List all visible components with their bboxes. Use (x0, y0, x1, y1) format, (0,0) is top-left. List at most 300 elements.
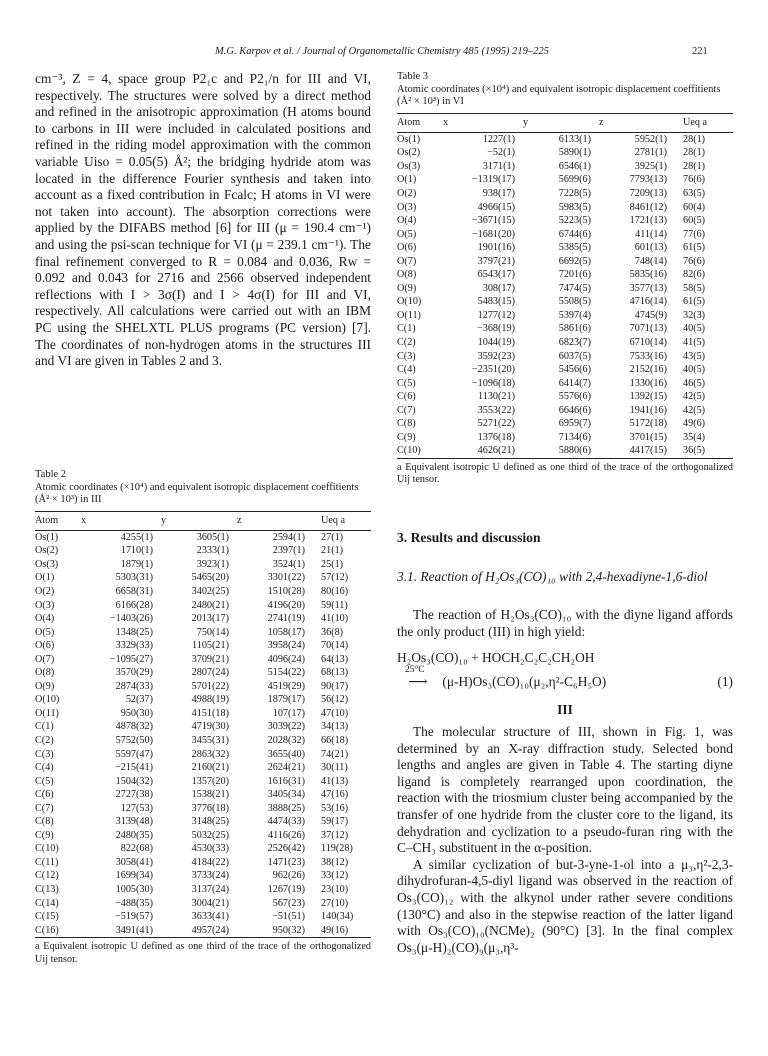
cell-ueq: 28(1) (683, 147, 706, 159)
table3-header-atom: Atom (397, 113, 443, 132)
table2-header-ueq: Ueq a (315, 511, 371, 530)
cell-y: 5385(5) (558, 242, 591, 254)
cell-atom: C(7) (397, 404, 416, 416)
cell-y: 5576(6) (558, 391, 591, 403)
cell-atom: C(2) (397, 336, 416, 348)
cell-y: 4151(18) (191, 707, 229, 719)
table-row (397, 214, 733, 228)
cell-y: 2480(21) (191, 599, 229, 611)
cell-z: 4519(29) (267, 680, 305, 692)
table-row (35, 842, 371, 856)
table-row (35, 666, 371, 680)
results-paragraphs (397, 724, 733, 956)
cell-ueq: 49(6) (683, 418, 706, 430)
cell-atom: O(9) (397, 282, 417, 294)
cell-y: 1105(21) (192, 640, 229, 652)
table-row (397, 444, 733, 458)
cell-z: 2397(1) (272, 545, 305, 557)
equation-rhs-line (397, 665, 733, 690)
cell-z: 1941(16) (629, 404, 667, 416)
cell-z: 748(14) (634, 255, 667, 267)
cell-z: 1616(31) (267, 775, 305, 787)
results-paragraph-2-text: The molecular structure of III, shown in Fig. 1, was determined by an X-ray diffraction study. Selected bond lengths and angles are given in Table 4. The starting diyne ligand is completely rearranged upon coordination, the reaction with the triosmium cluster being accompanied by the transfer of one hydride from the cluster core to the ligand, its dehydration and cyclization to a pseudo-furan ring with the C–CH₃ substituent in the α-position. (397, 724, 733, 856)
cell-x: 3058(41) (115, 856, 153, 868)
cell-ueq: 27(10) (321, 897, 349, 909)
cell-x: 4255(1) (120, 531, 153, 543)
equation-rhs: (μ-H)Os₃(CO)₁₀(μ₂,η²-C₆H₅O) (442, 674, 607, 689)
cell-x: 1005(30) (115, 883, 153, 895)
cell-z: 7533(16) (629, 350, 667, 362)
subsection-heading: 3.1. Reaction of H₂Os₃(CO)₁₀ with 2,4-hexadiyne-1,6-diol (397, 569, 708, 584)
results-paragraph-3-text: A similar cyclization of but-3-yne-1-ol into a μ₃,η²-2,3-dihydrofuran-4,5-diyl ligand was observed in the reaction of Os₃(CO)₁₂ with the alkynol under rather severe conditions (130°C) and also in the stepwise reaction of the latter ligand with Os₃(CO)₁₀(NCMe)₂ (90°C) [3]. In the final complex Os₃(μ-H)₂(CO)₉(μ₃,η³- (397, 856, 733, 955)
cell-y: 5223(5) (558, 215, 591, 227)
table-row (397, 295, 733, 309)
cell-atom: O(11) (397, 309, 421, 321)
table-row (35, 693, 371, 707)
cell-y: 3148(25) (191, 816, 229, 828)
cell-z: 2624(21) (267, 762, 305, 774)
cell-atom: Os(1) (35, 531, 59, 543)
cell-ueq: 34(13) (321, 721, 349, 733)
cell-x: 950(30) (120, 707, 153, 719)
table-row (35, 829, 371, 843)
cell-z: 950(32) (237, 923, 315, 937)
cell-x: 5597(47) (115, 748, 153, 760)
cell-atom: C(14) (35, 897, 59, 909)
table-row (397, 390, 733, 404)
cell-atom: Os(3) (35, 558, 59, 570)
table-3-title: Table 3 (397, 71, 429, 82)
cell-atom: C(13) (35, 883, 59, 895)
cell-x: 1130(21) (478, 391, 515, 403)
cell-z: 4096(24) (267, 653, 305, 665)
cell-atom: O(5) (397, 228, 417, 240)
journal-citation: M.G. Karpov et al. / Journal of Organometallic Chemistry 485 (1995) 219–225 (215, 46, 549, 57)
table-2 (35, 469, 371, 966)
table-row (35, 680, 371, 694)
cell-atom: C(4) (35, 762, 54, 774)
cell-atom: C(3) (35, 748, 54, 760)
table-row (35, 707, 371, 721)
cell-z: 601(13) (634, 242, 667, 254)
cell-z: 3958(24) (267, 640, 305, 652)
cell-x: 1277(12) (477, 309, 515, 321)
cell-z: 1058(17) (267, 626, 305, 638)
cell-y: 3004(21) (191, 897, 229, 909)
cell-atom: C(16) (35, 923, 81, 937)
cell-x: −1403(26) (109, 613, 153, 625)
table-3-grid (397, 113, 733, 459)
cell-z: 411(14) (635, 228, 667, 240)
cell-z: 3577(13) (629, 282, 667, 294)
cell-z: 3405(34) (267, 789, 305, 801)
cell-ueq: 42(5) (683, 391, 706, 403)
cell-y: 3402(25) (191, 585, 229, 597)
cell-y: 3633(41) (191, 911, 229, 923)
cell-atom: C(9) (397, 431, 416, 443)
cell-x: 822(68) (120, 843, 153, 855)
cell-ueq: 28(1) (683, 160, 706, 172)
cell-z: 1471(23) (267, 856, 305, 868)
cell-ueq: 40(5) (683, 364, 706, 376)
cell-x: 2727(38) (115, 789, 153, 801)
cell-y: 4530(33) (191, 843, 229, 855)
cell-atom: C(6) (397, 391, 416, 403)
cell-atom: O(2) (397, 187, 417, 199)
table-row (397, 187, 733, 201)
table2-header-y: y (161, 511, 237, 530)
cell-atom: O(3) (397, 201, 417, 213)
table3-header-ueq: Ueq a (677, 113, 733, 132)
cell-atom: O(8) (35, 667, 55, 679)
cell-atom: Os(3) (397, 160, 421, 172)
cell-z: 3524(1) (272, 558, 305, 570)
table-row (35, 720, 371, 734)
cell-ueq: 60(4) (683, 201, 706, 213)
cell-ueq: 43(5) (683, 350, 706, 362)
table-row (35, 856, 371, 870)
cell-z: 1879(17) (267, 694, 305, 706)
cell-atom: O(3) (35, 599, 55, 611)
cell-y: 6646(6) (558, 404, 591, 416)
cell-atom: C(15) (35, 911, 59, 923)
table-row (397, 403, 733, 417)
table-row (35, 544, 371, 558)
cell-x: 1044(19) (477, 336, 515, 348)
table-row (35, 923, 371, 937)
table-row (35, 530, 371, 544)
cell-z: 962(26) (272, 870, 305, 882)
cell-x: 3570(29) (115, 667, 153, 679)
cell-y: 2807(24) (191, 667, 229, 679)
cell-atom: O(1) (35, 572, 55, 584)
table-row (35, 788, 371, 802)
cell-atom: C(11) (35, 856, 59, 868)
cell-atom: C(10) (35, 843, 59, 855)
cell-y: 6823(7) (558, 336, 591, 348)
cell-atom: C(9) (35, 829, 54, 841)
cell-y: 5032(25) (191, 829, 229, 841)
cell-z: 8461(12) (629, 201, 667, 213)
cell-y: 2013(17) (191, 613, 229, 625)
cell-z: 1330(16) (629, 377, 667, 389)
cell-ueq: 119(28) (321, 843, 353, 855)
cell-z: 7793(13) (629, 174, 667, 186)
cell-z: 2526(42) (267, 843, 305, 855)
cell-x: 4966(15) (477, 201, 515, 213)
table-row (35, 910, 371, 924)
cell-y: 3709(21) (191, 653, 229, 665)
cell-atom: O(4) (35, 613, 55, 625)
running-header (0, 46, 768, 62)
cell-ueq: 41(10) (321, 613, 349, 625)
cell-y: 3923(1) (196, 558, 229, 570)
cell-y: 4988(19) (191, 694, 229, 706)
cell-z: 1267(19) (267, 883, 305, 895)
cell-x: 3171(1) (482, 160, 515, 172)
cell-x: −1681(20) (471, 228, 515, 240)
cell-x: 1710(1) (120, 545, 153, 557)
cell-z: 3301(22) (267, 572, 305, 584)
cell-ueq: 76(6) (683, 174, 706, 186)
cell-y: 5397(4) (558, 309, 591, 321)
table-row (35, 558, 371, 572)
cell-ueq: 80(16) (321, 585, 349, 597)
table-row (397, 322, 733, 336)
table-row (397, 336, 733, 350)
cell-y: 6414(7) (558, 377, 591, 389)
table-row (35, 612, 371, 626)
cell-x: 3797(21) (477, 255, 515, 267)
table-row (397, 227, 733, 241)
cell-ueq: 58(5) (683, 282, 706, 294)
cell-x: 6658(31) (115, 585, 153, 597)
cell-x: 5303(31) (115, 572, 153, 584)
cell-x: 1879(1) (120, 558, 153, 570)
cell-z: 2028(32) (267, 734, 305, 746)
cell-ueq: 68(13) (321, 667, 349, 679)
cell-z: 1721(13) (629, 215, 667, 227)
cell-atom: O(4) (397, 215, 417, 227)
cell-x: 4878(32) (115, 721, 153, 733)
table-row (35, 652, 371, 666)
table-row (35, 585, 371, 599)
cell-ueq: 70(14) (321, 640, 349, 652)
cell-atom: Os(2) (35, 545, 59, 557)
cell-z: 1510(28) (267, 585, 305, 597)
cell-z: 4417(15) (599, 444, 677, 458)
cell-x: 1699(34) (115, 870, 153, 882)
cell-ueq: 74(21) (321, 748, 349, 760)
cell-x: −2351(20) (471, 364, 515, 376)
cell-z: 5172(18) (629, 418, 667, 430)
table-row (35, 896, 371, 910)
cell-atom: O(2) (35, 585, 55, 597)
table-row (397, 241, 733, 255)
cell-y: 5983(5) (558, 201, 591, 213)
cell-ueq: 21(1) (321, 545, 344, 557)
compound-label: III (557, 702, 573, 717)
cell-x: 6543(17) (477, 269, 515, 281)
cell-atom: C(8) (35, 816, 54, 828)
cell-atom: O(1) (397, 174, 417, 186)
cell-z: 4745(9) (634, 309, 667, 321)
cell-atom: O(5) (35, 626, 55, 638)
cell-ueq: 27(1) (321, 531, 344, 543)
cell-atom: O(9) (35, 680, 55, 692)
table-row (397, 282, 733, 296)
cell-atom: O(7) (397, 255, 417, 267)
cell-x: 127(53) (120, 802, 153, 814)
table-row (397, 132, 733, 146)
table-row (35, 815, 371, 829)
cell-y: 7201(6) (558, 269, 591, 281)
table-3-caption: Atomic coordinates (×10⁴) and equivalent isotropic displacement coeffitients (Å² × 10³) in VI (397, 83, 721, 107)
cell-x: 3553(22) (477, 404, 515, 416)
cell-y: 7474(5) (558, 282, 591, 294)
cell-ueq: 36(5) (677, 444, 733, 458)
cell-x: 2874(33) (115, 680, 153, 692)
cell-x: −3671(15) (471, 215, 515, 227)
table-row (397, 417, 733, 431)
cell-y: 7228(5) (558, 187, 591, 199)
table-row (35, 598, 371, 612)
cell-y: 5890(1) (558, 147, 591, 159)
cell-atom: O(7) (35, 653, 55, 665)
cell-ueq: 42(5) (683, 404, 706, 416)
cell-z: 2741(19) (267, 613, 305, 625)
cell-y: 750(14) (196, 626, 229, 638)
arrow-icon: ⟶ (408, 674, 428, 689)
left-column (35, 71, 371, 370)
cell-z: 3039(22) (267, 721, 305, 733)
cell-atom: Os(2) (397, 147, 421, 159)
cell-ueq: 46(5) (683, 377, 706, 389)
cell-atom: C(6) (35, 789, 54, 801)
equation-lhs: H₂Os₃(CO)₁₀ + HOCH₂C₂C₂CH₂OH (397, 650, 595, 665)
table3-header-x: x (443, 113, 523, 132)
table-row (35, 747, 371, 761)
cell-z: 5154(22) (267, 667, 305, 679)
table-2-footnote: a Equivalent isotropic U defined as one third of the trace of the orthogonalized Uij tensor. (35, 940, 371, 965)
cell-y: 5456(6) (558, 364, 591, 376)
table2-header-z: z (237, 511, 315, 530)
cell-x: 6166(28) (115, 599, 153, 611)
cell-x: 308(17) (482, 282, 515, 294)
table-row (35, 639, 371, 653)
reaction-arrow (397, 665, 439, 690)
cell-y: 5861(6) (558, 323, 591, 335)
table-row (35, 869, 371, 883)
cell-x: 1376(18) (477, 431, 515, 443)
cell-atom: O(11) (35, 707, 59, 719)
cell-y: 2863(32) (191, 748, 229, 760)
cell-y: 5699(6) (558, 174, 591, 186)
cell-z: 5835(16) (629, 269, 667, 281)
table-row (35, 883, 371, 897)
cell-y: 4184(22) (191, 856, 229, 868)
cell-y: 6037(5) (558, 350, 591, 362)
cell-atom: O(6) (35, 640, 55, 652)
cell-y: 2160(21) (191, 762, 229, 774)
cell-z: −51(51) (272, 911, 305, 923)
table-row (397, 309, 733, 323)
cell-y: 2333(1) (196, 545, 229, 557)
cell-ueq: 66(18) (321, 734, 349, 746)
cell-z: 5952(1) (634, 133, 667, 145)
table3-header-y: y (523, 113, 599, 132)
cell-atom: C(1) (35, 721, 54, 733)
cell-x: 1504(32) (115, 775, 153, 787)
cell-y: 6692(5) (558, 255, 591, 267)
cell-x: 1901(16) (477, 242, 515, 254)
cell-ueq: 23(10) (321, 883, 349, 895)
cell-atom: O(8) (397, 269, 417, 281)
cell-y: 3776(18) (191, 802, 229, 814)
cell-ueq: 64(13) (321, 653, 349, 665)
results-paragraph-1-text: The reaction of H₂Os₃(CO)₁₀ with the diyne ligand affords the only product (III) in high yield: (397, 607, 733, 639)
table-2-title: Table 2 (35, 469, 67, 480)
cell-z: 2594(1) (272, 531, 305, 543)
cell-y: 3455(31) (191, 734, 229, 746)
cell-ueq: 57(12) (321, 572, 349, 584)
cell-y: 5701(22) (191, 680, 229, 692)
intro-paragraph-text: cm⁻³, Z = 4, space group P2₁c and P2₁/n for III and VI, respectively. The structures were solved by a direct method and refined in the anisotropic approximation (H atoms bound to carbons in III were included in calculated positions and refined in the riding model approximation with the common variable Uiso = 0.05(5) Å²; the bridging hydride atom was located in the difference Fourier synthesis and taken into account as a fixed contribution in Fcalc; H atoms in VI were not taken into account). The absorption corrections were applied by the DIFABS method [6] for III (μ = 190.4 cm⁻¹) and using the psi-scan technique for VI (μ = 239.1 cm⁻¹). The final refinement converged to R = 0.084 and 0.036, Rw = 0.092 and 0.043 for 2716 and 2566 observed independent reflections with I > 3σ(I) and I > 4σ(I) for III and VI, respectively. All calculations were carried out with an IBM PC using the SHELXTL PLUS programs (PC version) [7]. The coordinates of non-hydrogen atoms in the structures III and VI are given in Tables 2 and 3. (35, 71, 371, 369)
cell-ueq: 41(13) (321, 775, 349, 787)
cell-y: 6133(1) (558, 133, 591, 145)
cell-ueq: 36(8) (321, 626, 344, 638)
cell-atom: C(10) (397, 444, 443, 458)
cell-z: 107(17) (272, 707, 305, 719)
cell-y: 1538(21) (191, 789, 229, 801)
table-2-caption: Atomic coordinates (×10⁴) and equivalent isotropic displacement coeffitients (Å² × 10³) in III (35, 481, 359, 505)
cell-ueq: 77(6) (683, 228, 706, 240)
table-3-footnote: a Equivalent isotropic U defined as one third of the trace of the orthogonalized Uij tensor. (397, 461, 733, 486)
table3-header-z: z (599, 113, 677, 132)
cell-atom: C(7) (35, 802, 54, 814)
equation-number: (1) (717, 674, 733, 689)
cell-atom: O(6) (397, 242, 417, 254)
table2-header-x: x (81, 511, 161, 530)
cell-x: 3139(48) (115, 816, 153, 828)
cell-z: 3701(15) (629, 431, 667, 443)
results-paragraph-1 (397, 607, 733, 640)
cell-ueq: 33(12) (321, 870, 349, 882)
cell-ueq: 82(6) (683, 269, 706, 281)
cell-z: 4116(26) (268, 829, 305, 841)
cell-ueq: 37(12) (321, 829, 349, 841)
cell-x: −519(57) (115, 911, 153, 923)
cell-x: 5271(22) (477, 418, 515, 430)
cell-atom: C(5) (35, 775, 54, 787)
cell-x: 3592(23) (477, 350, 515, 362)
cell-x: 1348(25) (115, 626, 153, 638)
table-row (397, 363, 733, 377)
table-row (397, 200, 733, 214)
reaction-condition: 25°C (405, 665, 425, 675)
cell-y: 4957(24) (161, 923, 237, 937)
cell-ueq: 35(4) (683, 431, 706, 443)
cell-y: 3137(24) (191, 883, 229, 895)
cell-z: 3925(1) (634, 160, 667, 172)
cell-atom: C(1) (397, 323, 416, 335)
table-row (397, 376, 733, 390)
cell-ueq: 41(5) (683, 336, 706, 348)
table2-header-atom: Atom (35, 511, 81, 530)
cell-ueq: 30(11) (321, 762, 348, 774)
table-row (35, 774, 371, 788)
cell-x: 938(17) (482, 187, 515, 199)
table-row (35, 801, 371, 815)
cell-z: 2781(1) (634, 147, 667, 159)
cell-y: 5508(5) (558, 296, 591, 308)
cell-z: 567(23) (272, 897, 305, 909)
table-row (397, 349, 733, 363)
cell-atom: C(8) (397, 418, 416, 430)
cell-z: 1392(15) (629, 391, 667, 403)
cell-ueq: 140(34) (321, 911, 354, 923)
page-number: 221 (692, 46, 708, 57)
cell-x: −1095(27) (109, 653, 153, 665)
cell-ueq: 53(16) (321, 802, 349, 814)
section-heading: 3. Results and discussion (397, 530, 541, 545)
cell-ueq: 56(12) (321, 694, 349, 706)
cell-atom: Os(1) (397, 133, 421, 145)
cell-ueq: 38(12) (321, 856, 349, 868)
cell-ueq: 32(3) (683, 309, 706, 321)
table-3 (397, 71, 733, 487)
cell-x: 2480(35) (115, 829, 153, 841)
